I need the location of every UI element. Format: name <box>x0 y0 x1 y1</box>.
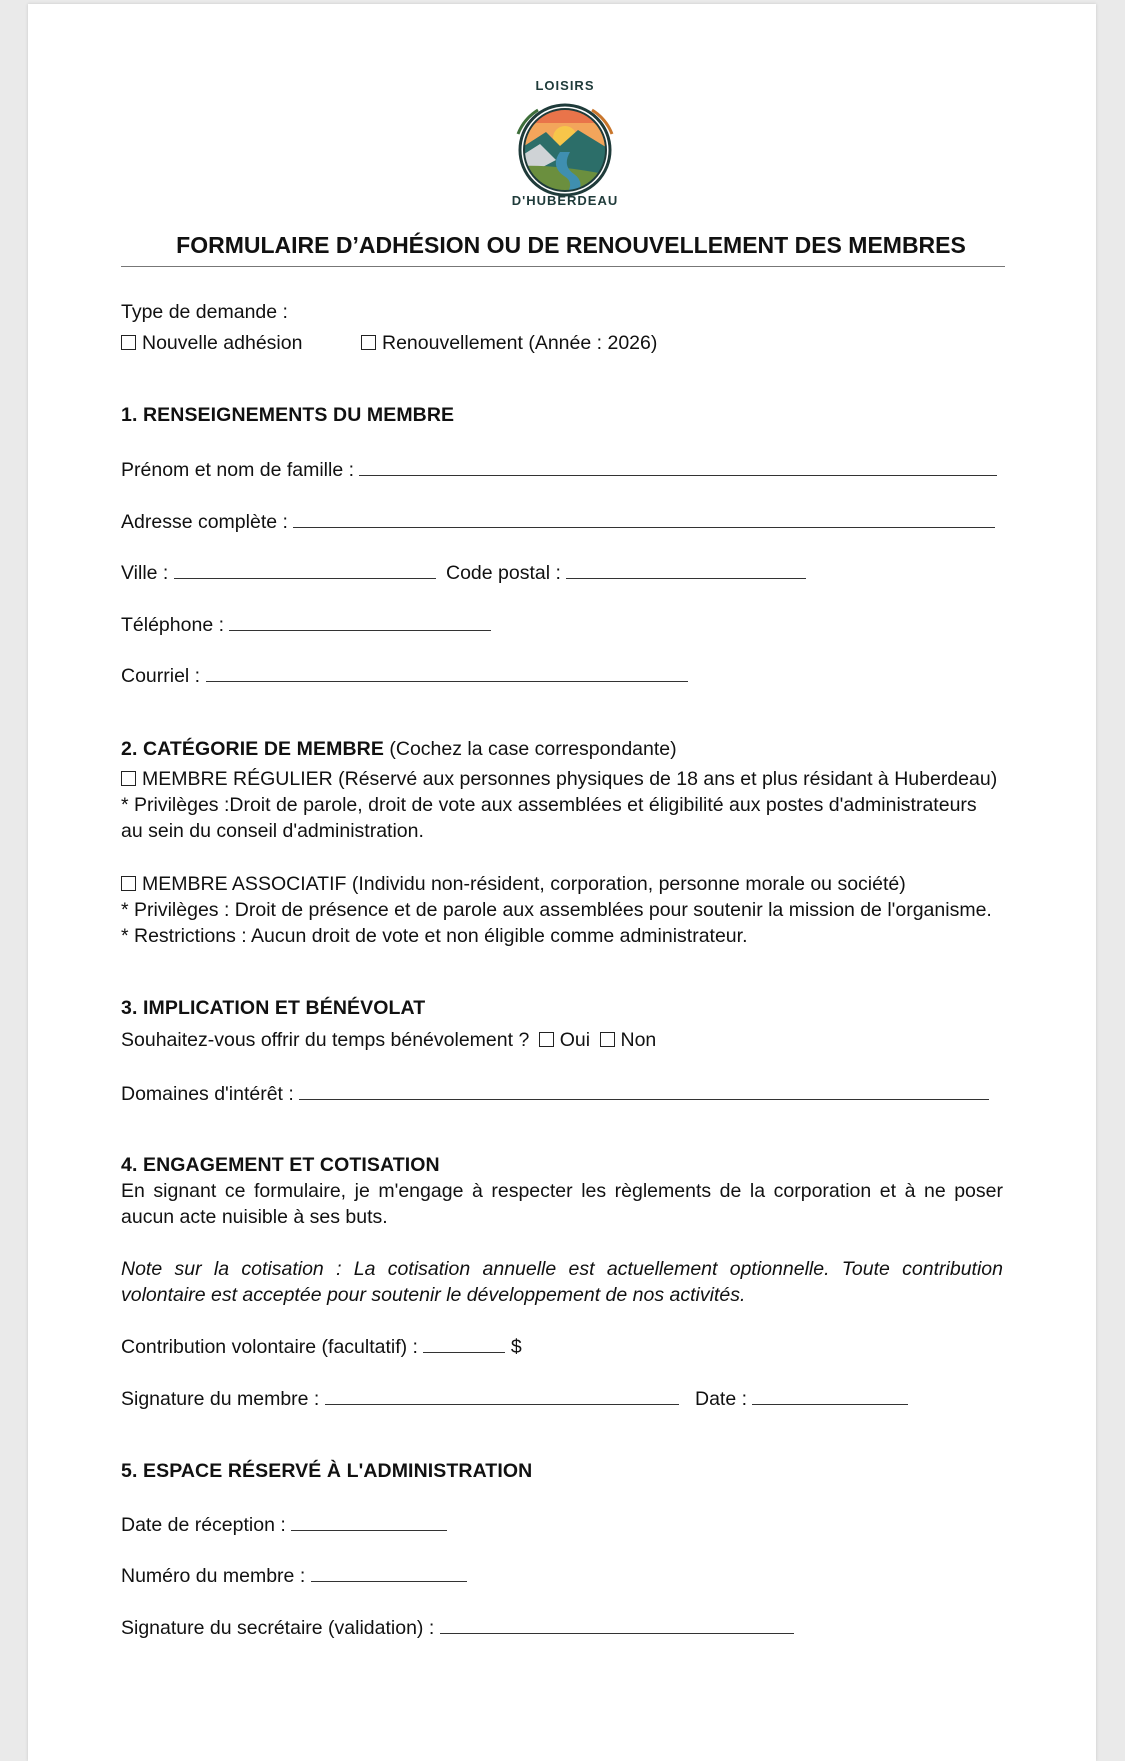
member-signature-field[interactable] <box>121 1386 679 1411</box>
volunteer-no-label: Non <box>620 1029 657 1051</box>
member-signature-line[interactable] <box>325 1386 679 1405</box>
contribution-field[interactable] <box>121 1334 522 1359</box>
address-field[interactable] <box>121 509 995 534</box>
reception-date-field[interactable] <box>121 1512 447 1537</box>
organization-logo <box>498 80 632 214</box>
form-page <box>28 4 1096 1761</box>
associate-member-label: MEMBRE ASSOCIATIF (Individu non-résident, corporation, personne morale ou société) <box>142 873 906 895</box>
secretary-signature-line[interactable] <box>440 1615 794 1634</box>
renewal-checkbox[interactable] <box>361 335 376 350</box>
section2-heading-note: (Cochez la case correspondante) <box>389 738 677 760</box>
section2-heading-row <box>121 737 677 761</box>
email-input-line[interactable] <box>206 663 688 682</box>
renewal-label: Renouvellement (Année : 2026) <box>382 332 658 354</box>
section3-heading: 3. IMPLICATION ET BÉNÉVOLAT <box>121 997 426 1019</box>
address-input-line[interactable] <box>293 509 995 528</box>
secretary-signature-field[interactable] <box>121 1615 794 1640</box>
city-input-line[interactable] <box>174 560 436 579</box>
logo-top-text: LOISIRS <box>535 78 595 93</box>
new-membership-label: Nouvelle adhésion <box>142 332 303 354</box>
form-title: FORMULAIRE D’ADHÉSION OU DE RENOUVELLEMENT DES MEMBRES <box>176 232 966 258</box>
phone-label: Téléphone : <box>121 614 224 636</box>
reception-date-line[interactable] <box>291 1512 447 1531</box>
regular-member-option[interactable] <box>121 767 997 791</box>
contribution-input-line[interactable] <box>423 1334 505 1353</box>
regular-member-label: MEMBRE RÉGULIER (Réservé aux personnes physiques de 18 ans et plus résidant à Huberdeau) <box>142 768 998 790</box>
logo-bottom-text: D'HUBERDEAU <box>511 193 619 208</box>
reception-date-label: Date de réception : <box>121 1514 286 1536</box>
name-field[interactable] <box>121 457 997 482</box>
volunteer-yes-label: Oui <box>559 1029 591 1051</box>
new-membership-option[interactable] <box>121 331 302 355</box>
name-input-line[interactable] <box>359 457 997 476</box>
title-divider <box>121 266 1005 267</box>
volunteer-no-checkbox[interactable] <box>600 1032 615 1047</box>
signature-date-label: Date : <box>695 1388 748 1410</box>
signature-date-line[interactable] <box>752 1386 908 1405</box>
associate-member-checkbox[interactable] <box>121 876 136 891</box>
secretary-signature-label: Signature du secrétaire (validation) : <box>121 1617 435 1639</box>
city-label: Ville : <box>121 562 169 584</box>
signature-date-field[interactable] <box>695 1386 908 1411</box>
member-number-field[interactable] <box>121 1563 467 1588</box>
address-label: Adresse complète : <box>121 511 288 533</box>
postal-label: Code postal : <box>446 562 561 584</box>
member-number-label: Numéro du membre : <box>121 1565 306 1587</box>
volunteer-yes-checkbox[interactable] <box>539 1032 554 1047</box>
new-membership-checkbox[interactable] <box>121 335 136 350</box>
section2-heading: 2. CATÉGORIE DE MEMBRE <box>121 738 384 760</box>
postal-field[interactable] <box>446 560 806 585</box>
city-field[interactable] <box>121 560 436 585</box>
section4-heading: 4. ENGAGEMENT ET COTISATION <box>121 1154 440 1176</box>
interests-label: Domaines d'intérêt : <box>121 1083 294 1105</box>
interests-input-line[interactable] <box>299 1081 989 1100</box>
phone-field[interactable] <box>121 612 491 637</box>
regular-privileges-line2: au sein du conseil d'administration. <box>121 820 424 842</box>
request-type-label: Type de demande : <box>121 301 288 323</box>
renewal-option[interactable] <box>361 331 657 355</box>
email-field[interactable] <box>121 663 688 688</box>
commitment-text: En signant ce formulaire, je m'engage à respecter les règlements de la corporation et à ne poser aucun acte nuisible à ses buts. <box>121 1180 1003 1228</box>
currency-symbol: $ <box>510 1336 522 1358</box>
member-number-line[interactable] <box>311 1563 467 1582</box>
associate-privileges: * Privilèges : Droit de présence et de parole aux assemblées pour soutenir la mission de l'organisme. <box>121 899 992 921</box>
section5-heading: 5. ESPACE RÉSERVÉ À L'ADMINISTRATION <box>121 1460 533 1482</box>
volunteer-question-row <box>121 1028 656 1052</box>
associate-restrictions: * Restrictions : Aucun droit de vote et non éligible comme administrateur. <box>121 925 748 947</box>
phone-input-line[interactable] <box>229 612 491 631</box>
volunteer-question: Souhaitez-vous offrir du temps bénévolement ? <box>121 1029 530 1051</box>
email-label: Courriel : <box>121 665 201 687</box>
member-signature-label: Signature du membre : <box>121 1388 320 1410</box>
regular-member-checkbox[interactable] <box>121 771 136 786</box>
interests-field[interactable] <box>121 1081 989 1106</box>
contribution-note: Note sur la cotisation : La cotisation annuelle est actuellement optionnelle. Toute contribution volontaire est acceptée pour soutenir le développement de nos activités. <box>121 1258 1003 1306</box>
regular-privileges-line1: * Privilèges :Droit de parole, droit de vote aux assemblées et éligibilité aux postes d'administrateurs <box>121 794 977 816</box>
section1-heading: 1. RENSEIGNEMENTS DU MEMBRE <box>121 404 455 426</box>
postal-input-line[interactable] <box>566 560 806 579</box>
contribution-label: Contribution volontaire (facultatif) : <box>121 1336 418 1358</box>
associate-member-option[interactable] <box>121 872 906 896</box>
name-label: Prénom et nom de famille : <box>121 459 355 481</box>
